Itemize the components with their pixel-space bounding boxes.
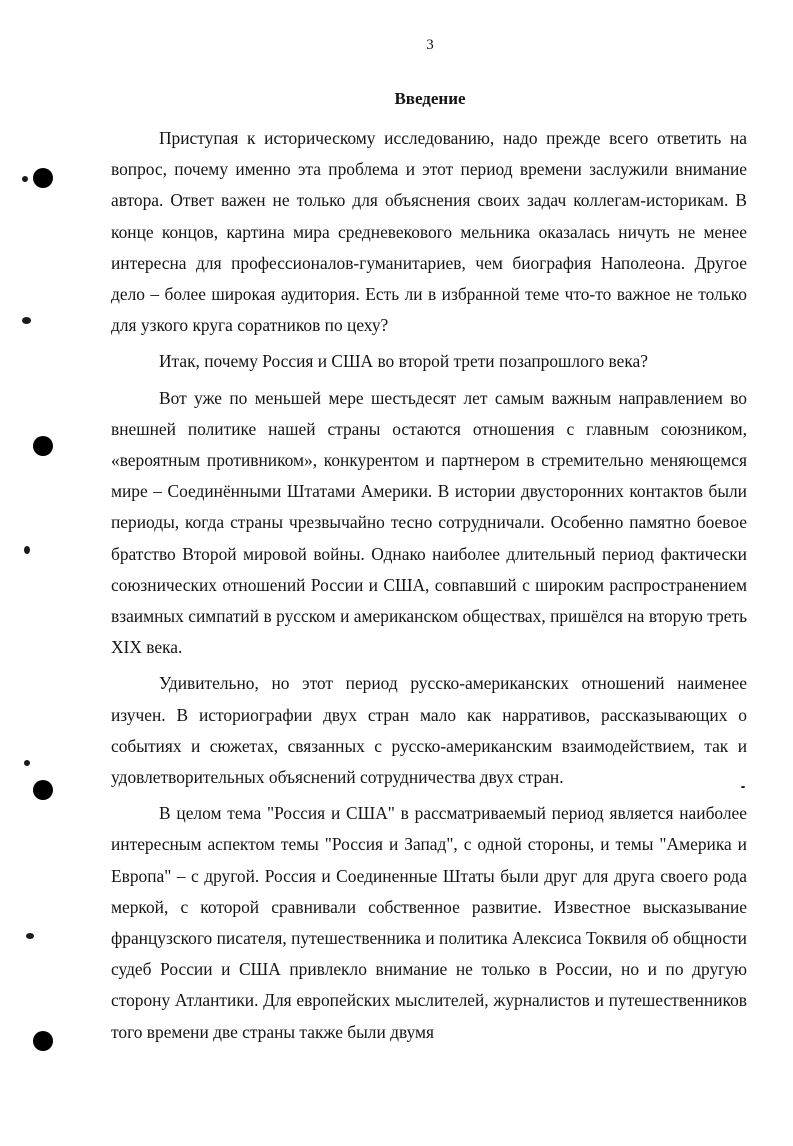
punch-hole [33,780,53,800]
paragraph-3: Вот уже по меньшей мере шестьдесят лет самым важным направлением во внешней политике нашей страны остаются отношения с главным союзником, «вероятным противником», конкурентом и партнером в стремительно меняющемся мире – Соединёнными Штатами Америки. В истории двусторонних контактов были периоды, когда страны чрезвычайно тесно сотрудничали. Особенно памятно боевое братство Второй мировой войны. Однако наиболее длительный период фактически союзнических отношений России и США, совпавший с широким распространением взаимных симпатий в русском и американском обществах, пришёлся на вторую треть XIX века. [111,387,747,658]
scan-mark [741,786,745,788]
paragraph-1: Приступая к историческому исследованию, надо прежде всего ответить на вопрос, почему именно эта проблема и этот период времени заслужили внимание автора. Ответ важен не только для объяснения своих задач коллегам-историкам. В конце концов, картина мира средневекового мельника оказалась ничуть не менее интересна для профессионалов-гуманитариев, чем биография Наполеона. Другое дело – более широкая аудитория. Есть ли в избранной теме что-то важное не только для узкого круга соратников по цеху? [111,128,747,336]
paragraph-4: Удивительно, но этот период русско-американских отношений наименее изучен. В историографии двух стран мало как нарративов, рассказывающих о событиях и сюжетах, связанных с русско-американским взаимодействием, так и удовлетворительных объяснений сотрудничества двух стран. [111,673,747,788]
body-text [111,123,747,1053]
scan-mark [22,176,28,182]
punch-hole [33,436,53,456]
scan-mark [24,546,30,554]
paragraph-5: В целом тема "Россия и США" в рассматриваемый период является наиболее интересным аспектом темы "Россия и Запад", с одной стороны, и темы "Америка и Европа" – с другой. Россия и Соединенные Штаты были друг для друга своего рода меркой, с которой сравнивали собственное развитие. Известное высказывание французского писателя, путешественника и политика Алексиса Токвиля об общности судеб России и США привлекло внимание не только в России, но и по другую сторону Атлантики. Для европейских мыслителей, журналистов и путешественников того времени две страны также были двумя [111,803,747,1042]
page-number: 3 [426,37,434,53]
scan-mark [24,760,30,766]
punch-hole [33,168,53,188]
section-heading: Введение [394,89,466,108]
punch-hole [33,1031,53,1051]
scan-mark [26,933,34,939]
paragraph-2: Итак, почему Россия и США во второй трети позапрошлого века? [159,351,648,372]
scan-mark [22,317,31,324]
